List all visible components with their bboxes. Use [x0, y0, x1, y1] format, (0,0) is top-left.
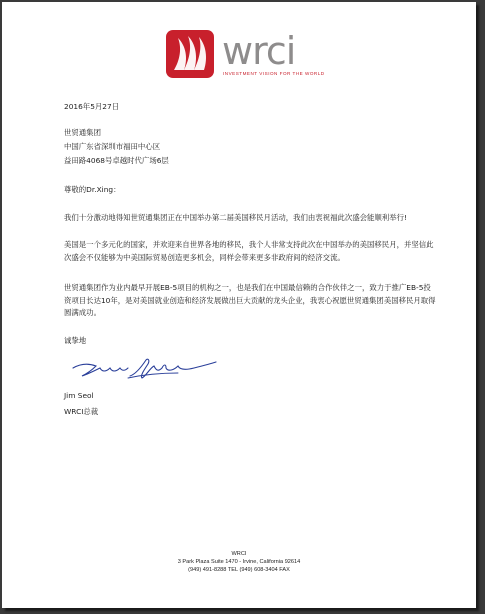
signer-name: Jim Seol	[64, 391, 94, 400]
letter-date: 2016年5月27日	[64, 102, 120, 111]
recipient-address-line2: 益田路4068号卓越时代广场6层	[64, 156, 169, 165]
footer-contact: (949) 491-8288 TEL (949) 608-3404 FAX	[188, 567, 290, 573]
paragraph-2: 美国是一个多元化的国家，并欢迎来自世界各地的移民，我个人非常支持此次在中国举办的美国移民月，并坚信此次盛会不仅能够为中美国际贸易创造更多机会，同样会带来更多非政府间的经济交流。	[64, 240, 434, 262]
footer-address: 3 Park Plaza Suite 1470 - Irvine, California 92614	[177, 559, 301, 565]
wrci-wordmark: wrci	[222, 29, 296, 73]
footer-company: WRCI	[231, 551, 247, 557]
recipient-company: 世贸通集团	[64, 128, 101, 137]
paragraph-3: 世贸通集团作为业内最早开展EB-5项目的机构之一，也是我们在中国最信赖的合作伙伴之一，致力于推广EB-5投资项目长达10年，是对美国就业创造和经济发展做出巨大贡献的龙头企业，我衷心祝愿世贸通集团美国移民月取得圆满成功。	[64, 283, 436, 317]
wrci-flag-icon	[166, 30, 214, 78]
wrci-tagline: INVESTMENT VISION FOR THE WORLD	[223, 71, 325, 76]
salutation: 尊敬的Dr.Xing：	[64, 185, 121, 194]
letter-page	[2, 2, 476, 608]
paragraph-1: 我们十分激动地得知世贸通集团正在中国举办第二届美国移民月活动，我们由衷祝福此次盛会能顺利举行!	[64, 213, 407, 222]
signer-title: WRCI总裁	[64, 407, 99, 416]
recipient-address-line1: 中国广东省深圳市福田中心区	[64, 142, 161, 151]
closing: 诚挚地	[64, 336, 87, 345]
wrci-logo	[166, 30, 326, 82]
signature-image	[70, 354, 220, 384]
